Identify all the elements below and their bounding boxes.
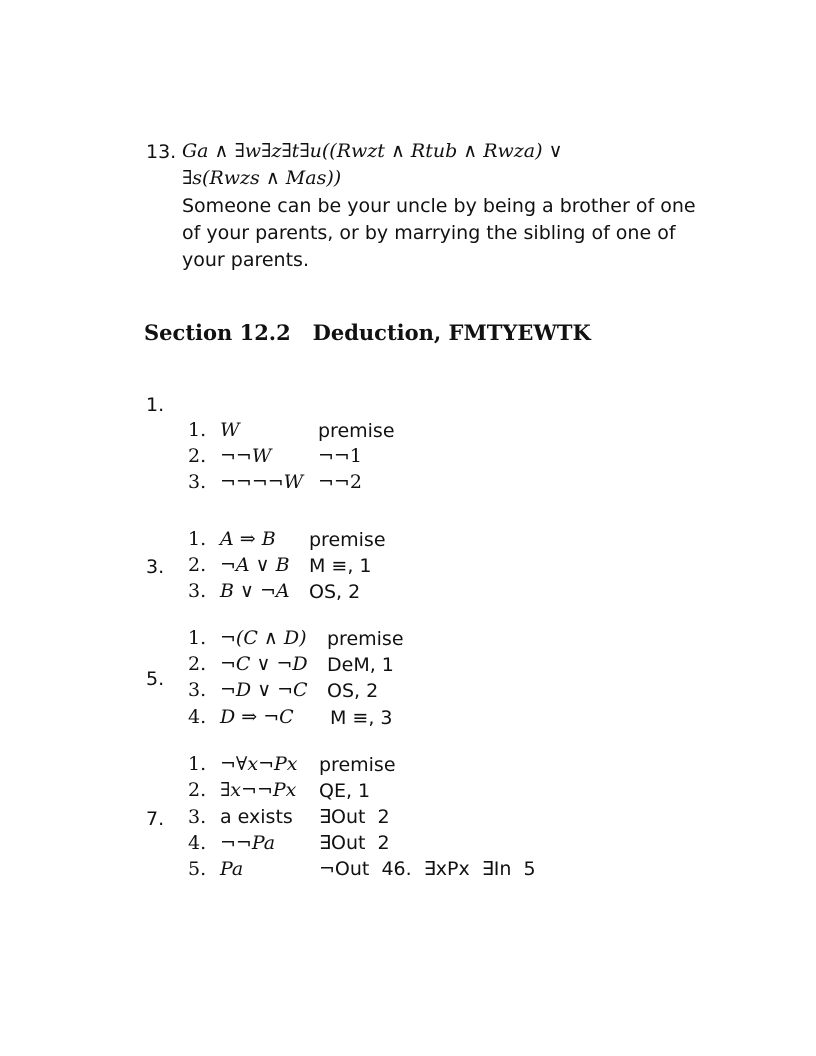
problem-7-line-1-number: 1. xyxy=(188,753,207,775)
problem-3-line-2-number: 2. xyxy=(188,554,207,576)
problem-13-formula-line-1: Ga ∧ ∃w∃z∃t∃u((Rwzt ∧ Rtub ∧ Rwza) ∨ xyxy=(182,140,563,162)
section-heading: Section 12.2 Deduction, FMTYEWTK xyxy=(144,320,591,345)
problem-5-line-3-formula: ¬D ∨ ¬C xyxy=(220,679,308,701)
problem-3-line-2-formula: ¬A ∨ B xyxy=(220,554,290,576)
problem-3-number: 3. xyxy=(146,556,165,578)
problem-5-line-2-justification: DeM, 1 xyxy=(327,654,394,676)
problem-1-line-3-formula: ¬¬¬¬W xyxy=(220,471,304,493)
problem-7-line-4-formula: ¬¬Pa xyxy=(220,832,276,854)
problem-5-number: 5. xyxy=(146,668,165,690)
problem-7-line-5-number: 5. xyxy=(188,858,207,880)
problem-7-line-1-formula: ¬∀x¬Px xyxy=(220,753,298,775)
problem-3-line-3-number: 3. xyxy=(188,580,207,602)
problem-1-line-1-number: 1. xyxy=(188,419,207,441)
problem-7-line-5-justification: ¬Out 46. ∃xPx ∃In 5 xyxy=(319,858,536,880)
problem-3-line-2-justification: M ≡, 1 xyxy=(309,555,372,577)
problem-3-line-1-justification: premise xyxy=(309,529,386,551)
problem-7-line-3-number: 3. xyxy=(188,806,207,828)
problem-7-line-2-number: 2. xyxy=(188,779,207,801)
problem-1-number: 1. xyxy=(146,394,165,416)
problem-1-line-3-justification: ¬¬2 xyxy=(318,471,362,493)
problem-1-line-2-formula: ¬¬W xyxy=(220,445,272,467)
problem-3-line-3-formula: B ∨ ¬A xyxy=(220,580,290,602)
problem-7-line-3-justification: ∃Out 2 xyxy=(319,806,390,828)
problem-7-line-4-number: 4. xyxy=(188,832,207,854)
problem-5-line-4-number: 4. xyxy=(188,706,207,728)
problem-3-line-3-justification: OS, 2 xyxy=(309,581,361,603)
problem-13-explanation-line-1: Someone can be your uncle by being a brother of one xyxy=(182,195,696,217)
problem-7-line-5-formula: Pa xyxy=(220,858,244,880)
problem-5-line-2-formula: ¬C ∨ ¬D xyxy=(220,653,308,675)
problem-5-line-1-justification: premise xyxy=(327,628,404,650)
problem-13-formula-line-2: ∃s(Rwzs ∧ Mas)) xyxy=(182,167,342,189)
problem-7-line-2-justification: QE, 1 xyxy=(319,780,371,802)
problem-7-line-4-justification: ∃Out 2 xyxy=(319,832,390,854)
problem-5-line-3-justification: OS, 2 xyxy=(327,680,379,702)
problem-5-line-3-number: 3. xyxy=(188,679,207,701)
problem-1-line-3-number: 3. xyxy=(188,471,207,493)
problem-7-number: 7. xyxy=(146,808,165,830)
problem-13-explanation-line-2: of your parents, or by marrying the sibling of one of xyxy=(182,222,676,244)
problem-1-line-1-justification: premise xyxy=(318,420,395,442)
problem-1-line-1-formula: W xyxy=(220,419,240,441)
problem-3-line-1-formula: A ⇒ B xyxy=(220,528,276,550)
problem-3-line-1-number: 1. xyxy=(188,528,207,550)
problem-1-line-2-number: 2. xyxy=(188,445,207,467)
problem-5-line-1-number: 1. xyxy=(188,627,207,649)
problem-13-number: 13. xyxy=(146,141,177,163)
problem-7-line-1-justification: premise xyxy=(319,754,396,776)
problem-13-explanation-line-3: your parents. xyxy=(182,249,309,271)
problem-5-line-2-number: 2. xyxy=(188,653,207,675)
problem-7-line-3-formula: a exists xyxy=(220,806,293,828)
problem-1-line-2-justification: ¬¬1 xyxy=(318,445,362,467)
problem-5-line-4-justification: M ≡, 3 xyxy=(330,707,393,729)
problem-5-line-4-formula: D ⇒ ¬C xyxy=(220,706,294,728)
problem-7-line-2-formula: ∃x¬¬Px xyxy=(220,779,297,801)
problem-5-line-1-formula: ¬(C ∧ D) xyxy=(220,627,307,649)
